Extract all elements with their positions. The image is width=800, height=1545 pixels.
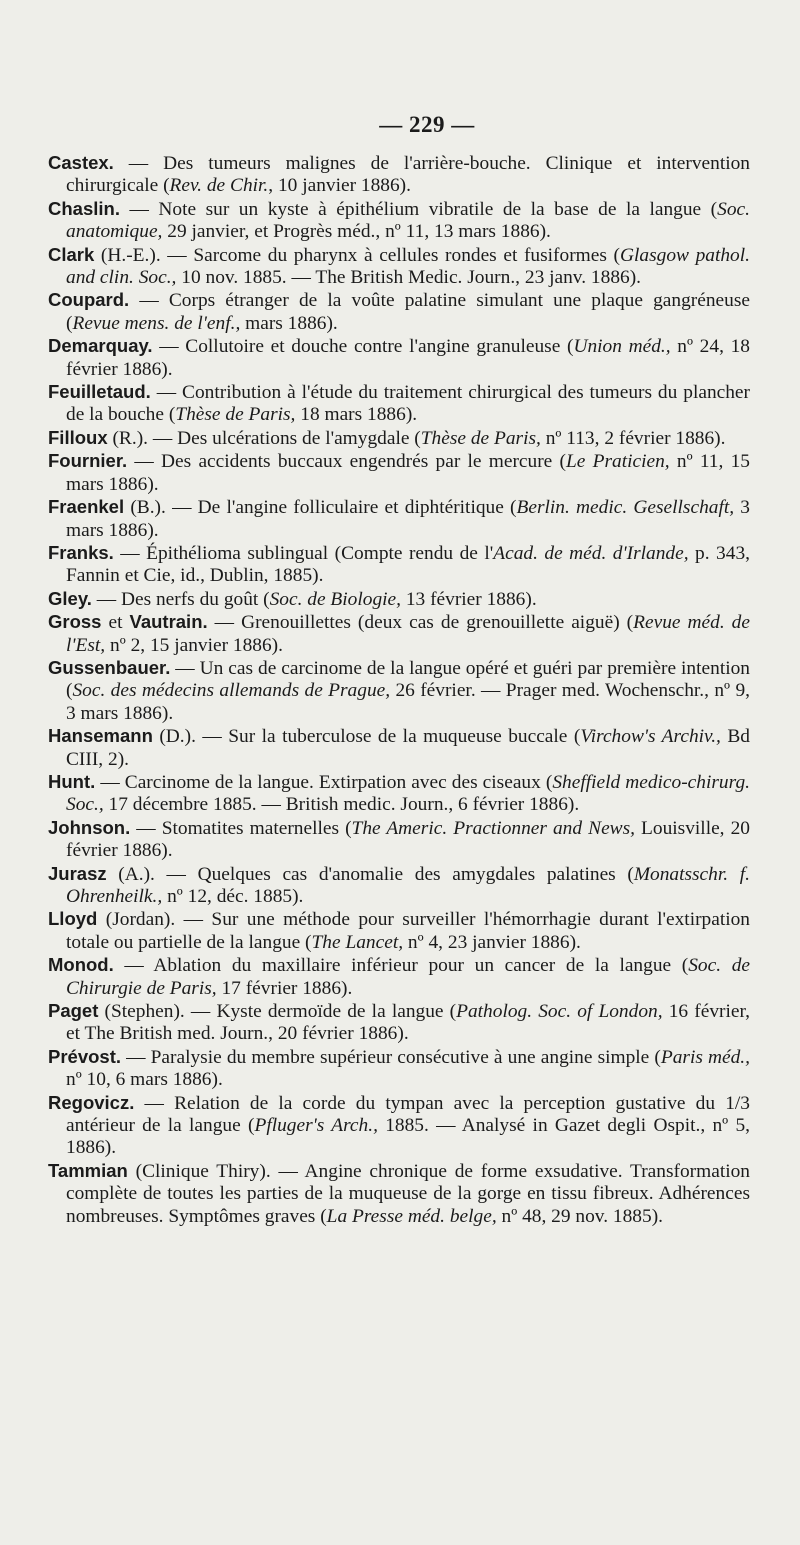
entry-text: — Des accidents buccaux engendrés par le mercure ( — [127, 451, 566, 473]
entry-author: Coupard. — [48, 289, 130, 311]
bibliography-entry — [48, 908, 750, 954]
entry-author: Lloyd — [48, 908, 98, 930]
entry-tail: nº 48, 29 nov. 1885). — [496, 1205, 664, 1227]
entry-tail: 29 janvier, et Progrès méd., nº 11, 13 mars 1886). — [162, 221, 551, 243]
entry-text: — Des nerfs du goût ( — [91, 588, 270, 610]
bibliography-entry — [48, 657, 750, 725]
entry-tail: 13 février 1886). — [400, 588, 537, 610]
entry-source: Paris méd., — [660, 1046, 750, 1068]
entry-source: Pfluger's Arch., — [254, 1115, 378, 1137]
entry-text: — De l'angine folliculaire et diphtéritique ( — [165, 497, 517, 519]
entry-author: Regovicz. — [48, 1091, 135, 1113]
entry-author-initials: (Stephen). — [98, 1001, 185, 1023]
entry-author: Franks. — [48, 541, 114, 563]
entry-source: Le Praticien, — [565, 451, 670, 473]
entry-text: — Grenouillettes (deux cas de grenouillette aiguë) ( — [207, 612, 634, 634]
entry-text: — Épithélioma sublingual (Compte rendu de l' — [113, 542, 494, 564]
entry-tail: Bd CIII, 2). — [66, 726, 750, 770]
entry-author: Johnson. — [48, 816, 131, 838]
entry-author: Fraenkel — [48, 496, 125, 518]
bibliography-entry — [48, 1160, 750, 1228]
entry-source: Thèse de Paris, — [175, 404, 296, 426]
entry-author: Jurasz — [48, 862, 107, 884]
entry-tail: nº 2, 15 janvier 1886). — [105, 634, 283, 656]
bibliography-entry — [48, 198, 750, 244]
entry-text: — Stomatites maternelles ( — [130, 817, 352, 839]
bibliography-list — [48, 152, 750, 1228]
entry-source: Soc. de Chirurgie de Paris, — [66, 955, 750, 999]
entry-tail: , 10 janvier 1886). — [268, 175, 411, 197]
entry-author: Feuilletaud. — [48, 381, 151, 403]
bibliography-entry — [48, 725, 750, 771]
entry-source: Union méd., — [573, 336, 671, 358]
page-number: — 229 — — [379, 112, 475, 137]
entry-text: — Note sur un kyste à épithélium vibratile de la base de la langue ( — [119, 198, 718, 220]
entry-author-initials: (Clinique Thiry). — [127, 1160, 271, 1182]
entry-author: Chaslin. — [48, 197, 120, 219]
bibliography-entry — [48, 954, 750, 1000]
entry-author-initials: et — [101, 612, 130, 634]
bibliography-entry — [48, 244, 750, 290]
entry-tail: nº 4, 23 janvier 1886). — [403, 931, 581, 953]
entry-tail: nº 12, déc. 1885). — [162, 886, 304, 907]
bibliography-entry — [48, 496, 750, 542]
entry-author: Tammian — [48, 1159, 128, 1181]
bibliography-entry — [48, 152, 750, 198]
entry-tail: 26 février. — Prager med. Wochenschr., nº 9, 3 mars 1886). — [66, 680, 750, 724]
entry-tail: 10 nov. 1885. — The British Medic. Journ., 23 janv. 1886). — [176, 267, 642, 289]
entry-tail: mars 1886). — [240, 312, 338, 334]
entry-source: The Americ. Practionner and News, — [351, 817, 635, 839]
entry-source: Revue méd. de l'Est, — [66, 612, 750, 656]
bibliography-entry — [48, 427, 750, 450]
entry-text: — Ablation du maxillaire inférieur pour un cancer de la langue ( — [113, 955, 689, 977]
entry-source: La Presse méd. belge, — [326, 1205, 497, 1227]
bibliography-entry — [48, 450, 750, 496]
entry-author-initials: (A.). — [106, 863, 155, 885]
bibliography-entry — [48, 335, 750, 381]
entry-author: Prévost. — [48, 1045, 122, 1067]
entry-source: The Lancet, — [311, 931, 404, 953]
entry-source: Glasgow pathol. and clin. Soc., — [66, 244, 750, 289]
entry-author: Gross — [48, 611, 102, 633]
entry-author: Hansemann — [48, 725, 153, 747]
entry-text: — Un cas de carcinome de la langue opéré et guéri par première intention ( — [66, 657, 750, 702]
entry-source: Rev. de Chir. — [169, 175, 269, 197]
entry-source: Revue mens. de l'enf., — [72, 312, 241, 334]
entry-tail: p. 343, Fannin et Cie, id., Dublin, 1885). — [66, 542, 750, 587]
entry-author: Clark — [48, 243, 95, 265]
entry-source: Soc. des médecins allemands de Prague, — [72, 680, 391, 702]
entry-source: Berlin. medic. Gesellschaft, — [516, 497, 735, 519]
entry-text: — Sarcome du pharynx à cellules rondes et fusiformes ( — [160, 244, 620, 266]
entry-source: Soc. de Biologie, — [269, 588, 401, 610]
entry-tail: 17 décembre 1885. — British medic. Journ., 6 février 1886). — [103, 794, 580, 816]
bibliography-entry — [48, 771, 750, 817]
entry-text: — Des ulcérations de l'amygdale ( — [148, 427, 421, 449]
entry-text: — Sur une méthode pour surveiller l'hémorrhagie durant l'extirpation totale ou partielle de la langue ( — [66, 909, 751, 953]
entry-author-initials: (H.-E.). — [94, 244, 161, 266]
entry-text: — Quelques cas d'anomalie des amygdales palatines ( — [154, 863, 634, 885]
bibliography-entry — [48, 1000, 750, 1046]
entry-text: — Paralysie du membre supérieur consécutive à une angine simple ( — [121, 1046, 661, 1068]
entry-author: Paget — [48, 1000, 99, 1022]
entry-text: — Angine chronique de forme exsudative. Transformation complète de toutes les parties de la muqueuse de la gorge en tissu fibreux. Adhérences nombreuses. Symptômes graves ( — [66, 1160, 750, 1227]
bibliography-entry — [48, 817, 750, 863]
entry-source: Patholog. Soc. of London, — [456, 1001, 663, 1023]
bibliography-entry — [48, 1046, 750, 1092]
entry-tail: nº 24, 18 février 1886). — [66, 336, 750, 380]
entry-author-initials: (B.). — [124, 497, 166, 519]
entry-text: — Relation de la corde du tympan avec la perception gustative du 1/3 antérieur de la langue ( — [66, 1092, 750, 1137]
entry-tail: 3 mars 1886). — [66, 497, 750, 541]
entry-author-initials: (R.). — [107, 427, 149, 449]
bibliography-entry — [48, 381, 750, 427]
entry-text: — Contribution à l'étude du traitement chirurgical des tumeurs du plancher de la bouche ( — [66, 382, 750, 426]
bibliography-entry — [48, 289, 750, 335]
entry-author: Hunt. — [48, 770, 96, 792]
entry-text: — Sur la tuberculose de la muqueuse buccale ( — [195, 726, 581, 748]
entry-text: — Collutoire et douche contre l'angine granuleuse ( — [152, 336, 574, 358]
bibliography-entry — [48, 611, 750, 657]
entry-author: Filloux — [48, 426, 108, 448]
entry-tail: 18 mars 1886). — [295, 404, 418, 426]
entry-author: Castex. — [48, 152, 114, 173]
entry-source: Soc. anatomique, — [66, 198, 750, 243]
entry-tail: 1885. — Analysé in Gazet degli Ospit., nº 5, 1886). — [66, 1115, 750, 1159]
entry-source: Acad. de méd. d'Irlande, — [493, 542, 689, 564]
bibliography-entry — [48, 588, 750, 611]
entry-tail: Louisville, 20 février 1886). — [66, 817, 750, 862]
entry-text: — Kyste dermoïde de la langue ( — [184, 1001, 457, 1023]
entry-text: — Des tumeurs malignes de l'arrière-bouche. Clinique et intervention chirurgicale ( — [66, 153, 750, 197]
entry-tail: nº 113, 2 février 1886). — [540, 427, 726, 449]
entry-tail: nº 11, 15 mars 1886). — [66, 451, 750, 495]
entry-text: — Carcinome de la langue. Extirpation avec des ciseaux ( — [95, 771, 553, 793]
entry-source: Sheffield medico-chirurg. Soc., — [66, 771, 750, 816]
entry-tail: nº 10, 6 mars 1886). — [66, 1069, 223, 1091]
entry-author: Fournier. — [48, 450, 128, 472]
entry-author-second: Vautrain. — [129, 611, 208, 633]
bibliography-entry — [48, 863, 750, 909]
entry-author: Monod. — [48, 954, 114, 976]
entry-author-initials: (D.). — [152, 726, 196, 748]
entry-source: Virchow's Archiv., — [580, 726, 721, 748]
entry-author: Demarquay. — [48, 335, 153, 357]
entry-author-initials: (Jordan). — [97, 909, 176, 931]
document-page — [0, 112, 800, 1545]
entry-source: Thèse de Paris, — [420, 427, 541, 449]
entry-source: Monatsschr. f. Ohrenheilk., — [66, 863, 750, 907]
entry-author: Gley. — [48, 587, 92, 609]
entry-author: Gussenbauer. — [48, 656, 171, 678]
bibliography-entry — [48, 542, 750, 588]
entry-tail: 17 février 1886). — [216, 977, 353, 999]
entry-tail: 16 février, et The British med. Journ., 20 février 1886). — [66, 1001, 750, 1045]
entry-text: — Corps étranger de la voûte palatine simulant une plaque gangréneuse ( — [66, 290, 750, 334]
bibliography-entry — [48, 1092, 750, 1160]
